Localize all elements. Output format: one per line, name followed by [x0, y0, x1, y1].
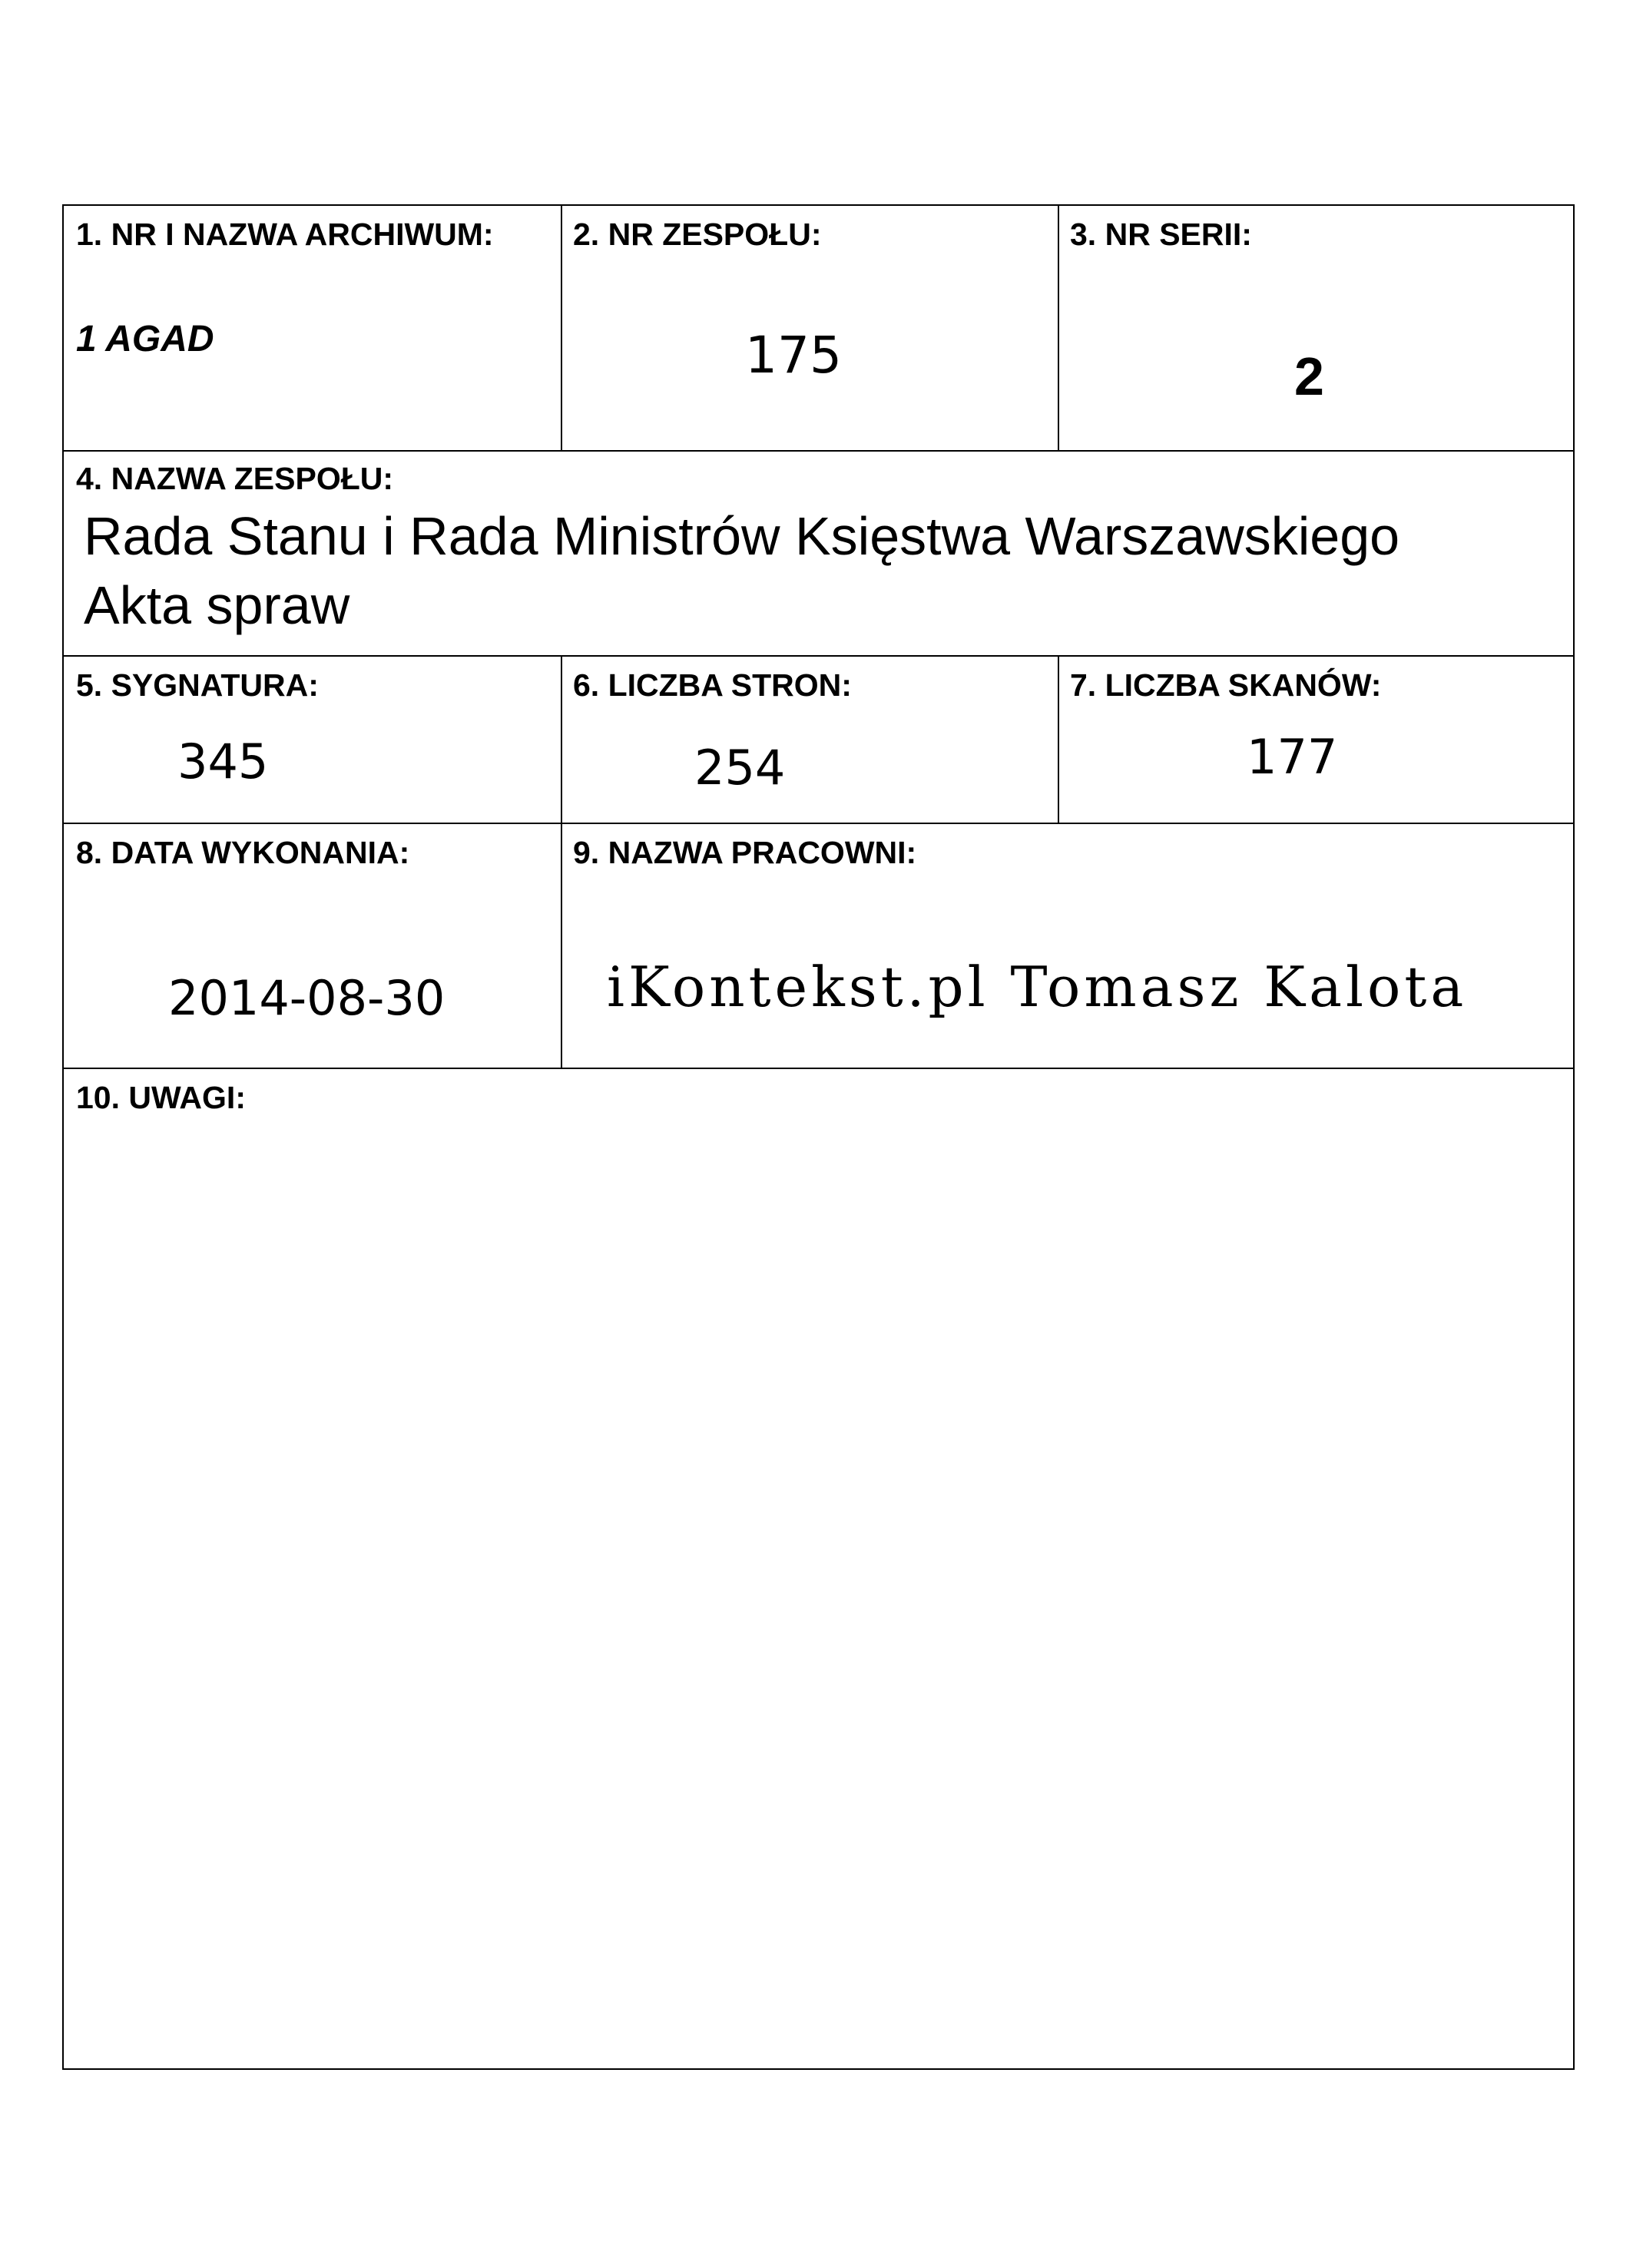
field-page-count	[562, 657, 1058, 823]
fonds-name-value-line2: Akta spraw	[84, 575, 350, 635]
archive-value: 1 AGAD	[76, 319, 214, 359]
fonds-number-value: 175	[745, 326, 842, 385]
field-archive	[64, 206, 561, 450]
field-scan-count	[1059, 657, 1573, 823]
field-workshop	[562, 824, 1573, 1068]
field-label: 10. UWAGI:	[76, 1080, 246, 1115]
date-value: 2014-08-30	[168, 970, 446, 1026]
field-label: 7. LICZBA SKANÓW:	[1070, 667, 1382, 703]
field-signature	[64, 657, 561, 823]
field-fonds-name	[64, 452, 1573, 655]
fonds-name-value-line1: Rada Stanu i Rada Ministrów Księstwa Warszawskiego	[84, 506, 1400, 566]
field-label: 1. NR I NAZWA ARCHIWUM:	[76, 217, 494, 252]
field-fonds-number	[562, 206, 1058, 450]
field-label: 3. NR SERII:	[1070, 217, 1252, 252]
scan-count-value: 177	[1247, 729, 1338, 785]
signature-value: 345	[177, 733, 269, 790]
field-date	[64, 824, 561, 1068]
field-series-number	[1059, 206, 1573, 450]
field-label: 4. NAZWA ZESPOŁU:	[76, 461, 394, 496]
archive-metadata-form	[62, 204, 1575, 2070]
field-label: 2. NR ZESPOŁU:	[573, 217, 822, 252]
page-count-value: 254	[694, 740, 786, 796]
field-label: 8. DATA WYKONANIA:	[76, 835, 410, 870]
field-notes	[64, 1069, 1573, 2068]
series-number-value: 2	[1294, 346, 1324, 406]
workshop-value: iKontekst.pl Tomasz Kalota	[607, 955, 1468, 1019]
field-label: 5. SYGNATURA:	[76, 667, 319, 703]
field-label: 9. NAZWA PRACOWNI:	[573, 835, 917, 870]
field-label: 6. LICZBA STRON:	[573, 667, 852, 703]
